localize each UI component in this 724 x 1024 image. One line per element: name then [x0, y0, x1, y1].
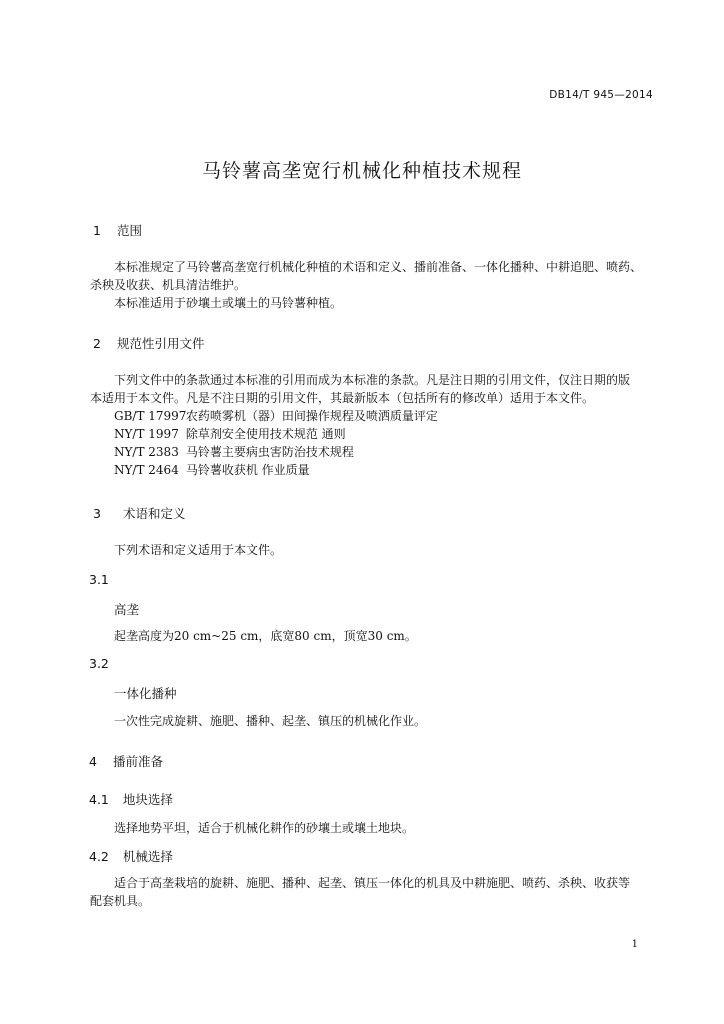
section-2-heading	[93, 334, 204, 352]
subsection-number: 4.1	[89, 792, 109, 807]
section-1-body	[90, 258, 670, 312]
reference-item	[90, 425, 670, 443]
section-number: 3	[93, 506, 101, 521]
section-number: 4	[89, 754, 97, 769]
term-definition: 起垄高度为20 cm~25 cm，底宽80 cm，顶宽30 cm。	[114, 629, 417, 643]
section-heading-text: 术语和定义	[122, 506, 186, 521]
subsection-4-1-heading	[89, 790, 173, 808]
subsection-4-1-text: 选择地势平坦，适合于机械化耕作的砂壤土或壤土地块。	[114, 821, 415, 835]
paragraph-line: 配套机具。	[90, 894, 151, 908]
section-1-heading	[93, 221, 142, 239]
term-definition: 一次性完成旋耕、施肥、播种、起垄、镇压的机械化作业。	[114, 714, 427, 728]
reference-title: 农药喷雾机（器）田间操作规程及喷洒质量评定	[185, 409, 438, 423]
section-heading-text: 规范性引用文件	[116, 336, 205, 351]
reference-item	[90, 407, 670, 425]
subsection-heading-text: 地块选择	[122, 792, 173, 807]
reference-title: 马铃薯收获机 作业质量	[185, 463, 310, 477]
paragraph-line: 下列文件中的条款通过本标准的引用而成为本标准的条款。凡是注日期的引用文件，仅注日期的版	[114, 373, 631, 387]
subsection-number: 4.2	[89, 849, 109, 864]
reference-code: NY/T 2383	[114, 445, 179, 459]
section-3-intro: 下列术语和定义适用于本文件。	[114, 543, 283, 557]
paragraph-line: 本标准适用于砂壤土或壤土的马铃薯种植。	[114, 296, 343, 310]
paragraph-line: 杀秧及收获、机具清洁维护。	[90, 278, 247, 292]
term-number: 3.1	[89, 572, 109, 587]
reference-item	[90, 461, 670, 479]
document-code: DB14/T 945—2014	[549, 89, 653, 101]
term-number: 3.2	[89, 656, 109, 671]
term-name: 高垄	[114, 602, 140, 617]
section-2-body	[90, 371, 670, 479]
term-name: 一体化播种	[114, 686, 177, 701]
reference-code: NY/T 1997	[114, 427, 179, 441]
section-heading-text: 范围	[116, 223, 142, 238]
page-number: 1	[631, 939, 638, 950]
reference-code: GB/T 17997	[114, 409, 187, 423]
reference-title: 除草剂安全使用技术规范 通则	[185, 427, 346, 441]
reference-code: NY/T 2464	[114, 463, 179, 477]
section-4-heading	[89, 752, 163, 770]
subsection-4-2-heading	[89, 847, 173, 865]
paragraph-line: 本标准规定了马铃薯高垄宽行机械化种植的术语和定义、播前准备、一体化播种、中耕追肥、喷药、	[114, 260, 643, 274]
subsection-heading-text: 机械选择	[122, 849, 173, 864]
section-3-heading	[93, 504, 185, 522]
paragraph-line: 本适用于本文件。凡是不注日期的引用文件，其最新版本（包括所有的修改单）适用于本文件。	[90, 391, 595, 405]
reference-item	[90, 443, 670, 461]
subsection-4-2-body	[90, 874, 670, 910]
section-number: 1	[93, 223, 101, 238]
reference-title: 马铃薯主要病虫害防治技术规程	[185, 445, 354, 459]
section-number: 2	[93, 336, 101, 351]
document-title: 马铃薯高垄宽行机械化种植技术规程	[201, 160, 522, 182]
section-heading-text: 播前准备	[112, 754, 163, 769]
paragraph-line: 适合于高垄栽培的旋耕、施肥、播种、起垄、镇压一体化的机具及中耕施肥、喷药、杀秧、收获等	[114, 876, 631, 890]
